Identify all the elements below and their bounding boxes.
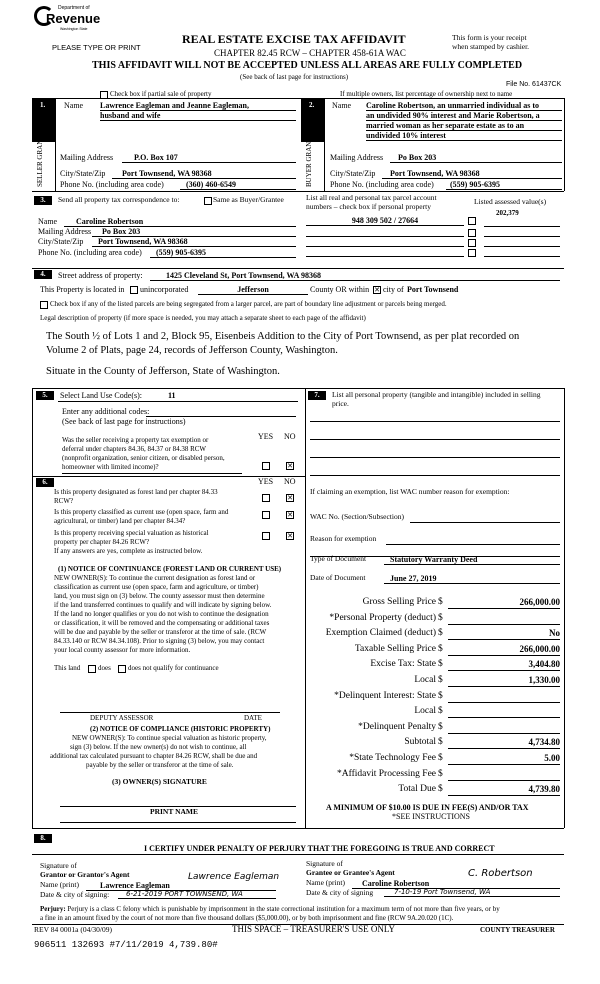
multiple-owners-label: If multiple owners, list percentage of ownership next to name bbox=[340, 90, 513, 98]
tax-row bbox=[306, 659, 562, 673]
seller-city-field[interactable]: Port Townsend, WA 98368 bbox=[112, 169, 296, 179]
parcel-label-2: numbers – check box if personal property bbox=[306, 202, 431, 211]
section-8-number: 8. bbox=[34, 834, 52, 843]
tax-row bbox=[306, 628, 562, 642]
notice1-line8: 84.33.140 or RCW 84.34.108). Prior to signing (3) below, you may contact bbox=[54, 637, 265, 645]
located-text-a: This Property is located in bbox=[40, 285, 125, 294]
tax-row bbox=[306, 769, 562, 783]
exempt-q-line2: deferral under chapters 84.36, 84.37 or 84.38 RCW bbox=[62, 445, 207, 453]
notice1-line5: If the land no longer qualifies or you do not wish to continue the designation bbox=[54, 610, 269, 618]
section-2-number: 2. bbox=[309, 101, 315, 109]
certify-text: I CERTIFY UNDER PENALTY OF PERJURY THAT THE FOREGOING IS TRUE AND CORRECT bbox=[144, 844, 495, 853]
notice1-line7: will be due and payable by the seller or transferor at the time of sale. (RCW bbox=[54, 628, 267, 636]
historic-yes-checkbox[interactable] bbox=[262, 532, 270, 540]
current-use-no-checkbox[interactable]: ✕ bbox=[287, 511, 293, 519]
located-text-c: County OR within bbox=[310, 285, 370, 294]
section-3-number: 3. bbox=[34, 196, 52, 205]
corr-city-field[interactable]: Port Townsend, WA 98368 bbox=[92, 237, 296, 247]
doc-date-field[interactable]: June 27, 2019 bbox=[384, 574, 560, 584]
corr-phone-label: Phone No. (including area code) bbox=[38, 248, 142, 257]
tax-row-dollar: $ bbox=[438, 597, 443, 607]
tax-row bbox=[306, 737, 562, 751]
tax-row-value[interactable]: 1,330.00 bbox=[448, 675, 560, 687]
buyer-name-line2[interactable]: an undivided 90% interest and Marie Robertson, a bbox=[366, 111, 562, 121]
buyer-city-field[interactable]: Port Townsend, WA 98368 bbox=[382, 169, 562, 179]
seller-name-label: Name bbox=[64, 101, 84, 110]
s6-yes-header: YES bbox=[258, 477, 274, 486]
logo-state-text: Washington State bbox=[60, 27, 88, 31]
same-as-buyer-checkbox[interactable] bbox=[204, 197, 212, 205]
notice1-line6: or classification, it will be removed and the compensating or additional taxes bbox=[54, 619, 270, 627]
seller-side-label: SELLER GRANTOR bbox=[36, 125, 44, 187]
tax-row bbox=[306, 644, 562, 658]
tax-row-label: *Affidavit Processing Fee bbox=[336, 769, 436, 779]
parcel-1-personal-checkbox[interactable] bbox=[468, 217, 476, 225]
street-address-field[interactable]: 1425 Cleveland St, Port Townsend, WA 98368 bbox=[150, 271, 560, 281]
tax-row bbox=[306, 675, 562, 689]
tax-row-dollar: $ bbox=[438, 628, 443, 638]
deputy-date-label: DATE bbox=[244, 714, 262, 722]
logo-top-text: Department of bbox=[58, 5, 90, 11]
notice2-line4: payable by the seller or transferor at the time of sale. bbox=[86, 761, 234, 769]
section-5-number: 5. bbox=[36, 391, 54, 400]
tax-row-dollar: $ bbox=[438, 659, 443, 669]
legal-description-line2[interactable]: Volume 2 of Plats, page 24, records of Jefferson County, Washington. bbox=[46, 345, 338, 356]
tax-row-dollar: $ bbox=[438, 613, 443, 623]
land-use-see-back: (See back of last page for instructions) bbox=[62, 417, 186, 426]
buyer-phone-label: Phone No. (including area code) bbox=[330, 180, 434, 189]
warning-text: THIS AFFIDAVIT WILL NOT BE ACCEPTED UNLESS ALL AREAS ARE FULLY COMPLETED bbox=[92, 60, 523, 71]
tax-row bbox=[306, 722, 562, 736]
legal-description-line1[interactable]: The South ½ of Lots 1 and 2, Block 95, Eisenbeis Addition to the City of Port Townsend, as per plat recorded on bbox=[46, 331, 520, 342]
buyer-city-label: City/State/Zip bbox=[330, 169, 376, 178]
tax-row-value[interactable]: 4,734.80 bbox=[448, 737, 560, 749]
tax-row-label: Local bbox=[414, 706, 436, 716]
seller-phone-field[interactable]: (360) 460-6549 bbox=[180, 180, 296, 190]
exempt-no-header: NO bbox=[284, 432, 296, 441]
tax-row bbox=[306, 691, 562, 705]
tax-row bbox=[306, 706, 562, 720]
tax-row-label: *Delinquent Penalty bbox=[358, 722, 436, 732]
exempt-q-line3: (nonprofit organization, senior citizen, or disabled person, bbox=[62, 454, 225, 462]
seller-phone-label: Phone No. (including area code) bbox=[60, 180, 164, 189]
exempt-q-line1: Was the seller receiving a property tax exemption or bbox=[62, 436, 209, 444]
grantee-date-label: Date & city of signing bbox=[306, 888, 374, 897]
notice2-line2: sign (3) below. If the new owner(s) do not wish to continue, all bbox=[70, 743, 247, 751]
perjury-text-line2: a fine in an amount fixed by the court of not more than five thousand dollars ($5,000.00), or by both imprisonment and fine (RCW 9A.20.020 (1C). bbox=[40, 914, 454, 922]
tax-row-label: Exemption Claimed (deduct) bbox=[325, 628, 436, 638]
grantor-name-label: Name (print) bbox=[40, 880, 79, 889]
notice1-title: (1) NOTICE OF CONTINUANCE (FOREST LAND OR CURRENT USE) bbox=[58, 565, 282, 573]
legal-description-label: Legal description of property (if more space is needed, you may attach a separate sheet to each page of the affidavit) bbox=[40, 314, 366, 322]
personal-property-label-2: price. bbox=[332, 399, 349, 408]
form-title: REAL ESTATE EXCISE TAX AFFIDAVIT bbox=[182, 32, 406, 46]
grantee-sig-label: Signature of bbox=[306, 859, 343, 868]
reason-label: Reason for exemption bbox=[310, 534, 377, 543]
tax-row-label: *State Technology Fee bbox=[349, 753, 436, 763]
exempt-yes-header: YES bbox=[258, 432, 274, 441]
land-use-code[interactable]: 11 bbox=[168, 391, 176, 400]
tax-row-label: Taxable Selling Price bbox=[354, 644, 436, 654]
buyer-name-line4[interactable]: undivided 10% interest bbox=[366, 131, 562, 141]
wac-label: WAC No. (Section/Subsection) bbox=[310, 512, 404, 521]
tax-row-dollar: $ bbox=[438, 737, 443, 747]
notice1-line4: if the land transferred continues to qualify and will indicate by signing below. bbox=[54, 601, 272, 609]
correspondence-label: Send all property tax correspondence to: bbox=[58, 195, 180, 204]
current-use-yes-checkbox[interactable] bbox=[262, 511, 270, 519]
grantor-date-label: Date & city of signing: bbox=[40, 890, 110, 899]
grantee-name-label: Name (print) bbox=[306, 878, 345, 887]
deputy-assessor-label: DEPUTY ASSESSOR bbox=[90, 714, 154, 722]
notice1-line1: NEW OWNER(S): To continue the current designation as forest land or bbox=[54, 574, 256, 582]
buyer-name-line1[interactable]: Caroline Robertson, an unmarried individual as to bbox=[366, 101, 562, 111]
land-qualify-text-a: This land bbox=[54, 664, 81, 672]
tax-row-dollar: $ bbox=[438, 691, 443, 701]
parcel-3-personal-checkbox[interactable] bbox=[468, 239, 476, 247]
tax-row bbox=[306, 784, 562, 798]
situate-text[interactable]: Situate in the County of Jefferson, State of Washington. bbox=[46, 366, 280, 377]
buyer-mailing-field[interactable]: Po Box 203 bbox=[390, 153, 562, 163]
tax-row-label: Local bbox=[414, 675, 436, 685]
perjury-bold: Perjury: bbox=[40, 905, 66, 913]
tax-row-value[interactable]: 266,000.00 bbox=[448, 597, 560, 609]
corr-phone-field[interactable]: (559) 905-6395 bbox=[150, 248, 296, 258]
historic-no-checkbox[interactable]: ✕ bbox=[287, 532, 293, 540]
segregated-label: Check box if any of the listed parcels are being segregated from a larger parcel, are part of boundary line adjustment or parcels being merged. bbox=[50, 300, 447, 308]
seller-city-label: City/State/Zip bbox=[60, 169, 106, 178]
receipt-note-1: This form is your receipt bbox=[452, 33, 527, 42]
tax-row-value[interactable] bbox=[448, 722, 560, 734]
perjury-text-line1 bbox=[40, 905, 500, 913]
exempt-yes-checkbox[interactable] bbox=[262, 462, 270, 470]
located-text-b: unincorporated bbox=[140, 285, 189, 294]
owner-signature-label: (3) OWNER(S) SIGNATURE bbox=[112, 777, 207, 786]
treasurer-space-label: THIS SPACE – TREASURER'S USE ONLY bbox=[232, 924, 396, 934]
tax-row-label: Subtotal bbox=[404, 737, 436, 747]
section-1-number: 1. bbox=[40, 101, 46, 109]
grantor-date-field[interactable]: 6-21-2019 PORT TOWNSEND, WA bbox=[118, 890, 276, 899]
buyer-mailing-label: Mailing Address bbox=[330, 153, 384, 162]
partial-sale-label: Check box if partial sale of property bbox=[110, 90, 212, 98]
section-6-number: 6. bbox=[36, 478, 54, 487]
forest-no-checkbox[interactable]: ✕ bbox=[287, 494, 293, 502]
print-name-label: PRINT NAME bbox=[150, 807, 198, 816]
doc-type-label: Type of Document bbox=[310, 554, 367, 563]
grantor-agent-label: Grantor or Grantor's Agent bbox=[40, 870, 130, 879]
corr-mailing-label: Mailing Address bbox=[38, 227, 92, 236]
answers-note: If any answers are yes, complete as instructed below. bbox=[54, 547, 203, 555]
tax-row-label: Total Due bbox=[398, 784, 436, 794]
tax-row bbox=[306, 597, 562, 611]
notice1-line2: classification as current use (open space, farm and agriculture, or timber) bbox=[54, 583, 259, 591]
corr-mailing-field[interactable]: Po Box 203 bbox=[92, 227, 296, 237]
seller-mailing-label: Mailing Address bbox=[60, 153, 114, 162]
parcel-2-personal-checkbox[interactable] bbox=[468, 229, 476, 237]
form-subtitle: CHAPTER 82.45 RCW – CHAPTER 458-61A WAC bbox=[214, 48, 406, 58]
personal-property-label-1: List all personal property (tangible and intangible) included in selling bbox=[332, 390, 541, 399]
file-number: File No. 61437CK bbox=[506, 81, 562, 88]
rev-number: REV 84 0001a (04/30/09) bbox=[34, 925, 112, 934]
notice1-line9: your local county assessor for more information. bbox=[54, 646, 191, 654]
section-4-number: 4. bbox=[34, 270, 52, 279]
parcel-label-1: List all real and personal tax parcel account bbox=[306, 193, 437, 202]
s6-no-header: NO bbox=[284, 477, 296, 486]
land-does-checkbox[interactable] bbox=[88, 665, 96, 673]
revenue-logo bbox=[34, 5, 101, 34]
assessed-value[interactable]: 202,379 bbox=[496, 209, 519, 217]
tax-row-label: Gross Selling Price bbox=[362, 597, 436, 607]
grantee-signature[interactable]: C. Robertson bbox=[468, 868, 533, 879]
same-as-buyer-label: Same as Buyer/Grantee bbox=[213, 195, 284, 204]
tax-row-value[interactable]: 5.00 bbox=[448, 753, 560, 765]
see-back-note: (See back of last page for instructions) bbox=[240, 73, 349, 81]
minimum-due-note: A MINIMUM OF $10.00 IS DUE IN FEE(S) AND/OR TAX bbox=[326, 803, 529, 812]
additional-codes-label: Enter any additional codes: bbox=[62, 407, 150, 416]
buyer-phone-field[interactable]: (559) 905-6395 bbox=[446, 180, 562, 190]
corr-name-label: Name bbox=[38, 217, 58, 226]
grantor-signature[interactable]: Lawrence Eagleman bbox=[188, 872, 280, 882]
see-instructions-note: *SEE INSTRUCTIONS bbox=[392, 812, 471, 821]
unincorporated-checkbox[interactable] bbox=[130, 286, 138, 294]
buyer-side-label: BUYER GRANTEE bbox=[305, 128, 313, 187]
tax-row-dollar: $ bbox=[438, 753, 443, 763]
exempt-q-line4: homeowner with limited income)? bbox=[62, 463, 159, 471]
forest-q-line2: RCW? bbox=[54, 497, 74, 505]
grantee-date-field[interactable]: 7-10-19 Port Townsend, WA bbox=[384, 888, 560, 897]
exemption-label: If claiming an exemption, list WAC number reason for exemption: bbox=[310, 487, 510, 496]
notice2-title: (2) NOTICE OF COMPLIANCE (HISTORIC PROPERTY) bbox=[90, 725, 271, 733]
treasurer-stamp: 906511 132693 #7/11/2019 4,739.80# bbox=[34, 940, 218, 950]
forest-yes-checkbox[interactable] bbox=[262, 494, 270, 502]
tax-row-label: *Delinquent Interest: State bbox=[334, 691, 436, 701]
doc-type-field[interactable]: Statutory Warranty Deed bbox=[384, 555, 560, 565]
grantee-agent-label: Grantee or Grantee's Agent bbox=[306, 868, 395, 877]
seller-name-line2[interactable]: husband and wife bbox=[100, 111, 296, 121]
tax-row bbox=[306, 613, 562, 627]
land-qualify-text-b: does bbox=[98, 664, 111, 672]
notice2-line1: NEW OWNER(S): To continue special valuation as historic property, bbox=[72, 734, 267, 742]
tax-row-value[interactable]: 3,404.80 bbox=[448, 659, 560, 671]
seller-mailing-field[interactable]: P.O. Box 107 bbox=[122, 153, 296, 163]
buyer-name-label: Name bbox=[332, 101, 352, 110]
land-qualify-text-c: does not qualify for continuance bbox=[128, 664, 219, 672]
tax-row-value[interactable] bbox=[448, 613, 560, 625]
tax-row-value[interactable]: 4,739.80 bbox=[448, 784, 560, 796]
logo-main-text: Revenue bbox=[46, 11, 101, 26]
corr-name-field[interactable]: Caroline Robertson bbox=[64, 217, 296, 227]
tax-row-value[interactable] bbox=[448, 691, 560, 703]
historic-q-line1: Is this property receiving special valuation as historical bbox=[54, 529, 209, 537]
street-label: Street address of property: bbox=[58, 271, 143, 280]
forest-q-line1: Is this property designated as forest land per chapter 84.33 bbox=[54, 488, 218, 496]
doc-date-label: Date of Document bbox=[310, 573, 366, 582]
tax-row-dollar: $ bbox=[438, 706, 443, 716]
seller-name-line1[interactable]: Lawrence Eagleman and Jeanne Eagleman, bbox=[100, 101, 296, 111]
tax-row-label: Excise Tax: State bbox=[370, 659, 436, 669]
county-field[interactable]: Jefferson bbox=[198, 285, 308, 295]
current-use-q-line1: Is this property classified as current use (open space, farm and bbox=[54, 508, 229, 516]
perjury-text: Perjury is a class C felony which is punishable by imprisonment in the state correctional institution for a maximum term of not more than five years, or by bbox=[65, 905, 500, 913]
tax-row-label: *Personal Property (deduct) bbox=[329, 613, 436, 623]
grantee-name-field[interactable]: Caroline Robertson bbox=[352, 879, 560, 889]
exempt-no-checkbox[interactable]: ✕ bbox=[287, 462, 293, 470]
tax-row-value[interactable] bbox=[448, 706, 560, 718]
tax-row-value[interactable]: No bbox=[448, 628, 560, 640]
grantor-sig-label: Signature of bbox=[40, 861, 77, 870]
land-does-not-checkbox[interactable] bbox=[118, 665, 126, 673]
land-use-label: Select Land Use Code(s): bbox=[60, 391, 142, 400]
type-print-note: PLEASE TYPE OR PRINT bbox=[52, 43, 141, 52]
buyer-name-line3[interactable]: married woman as her separate estate as to an bbox=[366, 121, 562, 131]
notice2-line3: additional tax calculated pursuant to chapter 84.26 RCW, shall be due and bbox=[50, 752, 258, 760]
segregated-checkbox[interactable] bbox=[40, 301, 48, 309]
historic-q-line2: property per chapter 84.26 RCW? bbox=[54, 538, 150, 546]
corr-city-label: City/State/Zip bbox=[38, 237, 84, 246]
assessed-label: Listed assessed value(s) bbox=[474, 197, 547, 206]
tax-row-dollar: $ bbox=[438, 722, 443, 732]
tax-row bbox=[306, 753, 562, 767]
tax-row-dollar: $ bbox=[438, 644, 443, 654]
within-city-checkbox[interactable]: ✕ bbox=[374, 286, 380, 294]
tax-row-value[interactable]: 266,000.00 bbox=[448, 644, 560, 656]
tax-row-dollar: $ bbox=[438, 784, 443, 794]
parcel-number-field[interactable]: 948 309 502 / 27664 bbox=[306, 216, 464, 226]
grantor-name-field[interactable]: Lawrence Eagleman bbox=[86, 881, 276, 891]
located-text-d: city of bbox=[383, 285, 404, 294]
tax-row-dollar: $ bbox=[438, 675, 443, 685]
tax-row-dollar: $ bbox=[438, 769, 443, 779]
notice1-line3: land, you must sign on (3) below. The county assessor must then determine bbox=[54, 592, 265, 600]
county-treasurer-label: COUNTY TREASURER bbox=[480, 926, 555, 934]
tax-row-value[interactable] bbox=[448, 769, 560, 781]
receipt-note-2: when stamped by cashier. bbox=[452, 42, 530, 51]
parcel-4-personal-checkbox[interactable] bbox=[468, 249, 476, 257]
current-use-q-line2: agricultural, or timber) land per chapter 84.34? bbox=[54, 517, 186, 525]
city-field[interactable]: Port Townsend bbox=[407, 285, 459, 294]
section-7-number: 7. bbox=[308, 391, 326, 400]
